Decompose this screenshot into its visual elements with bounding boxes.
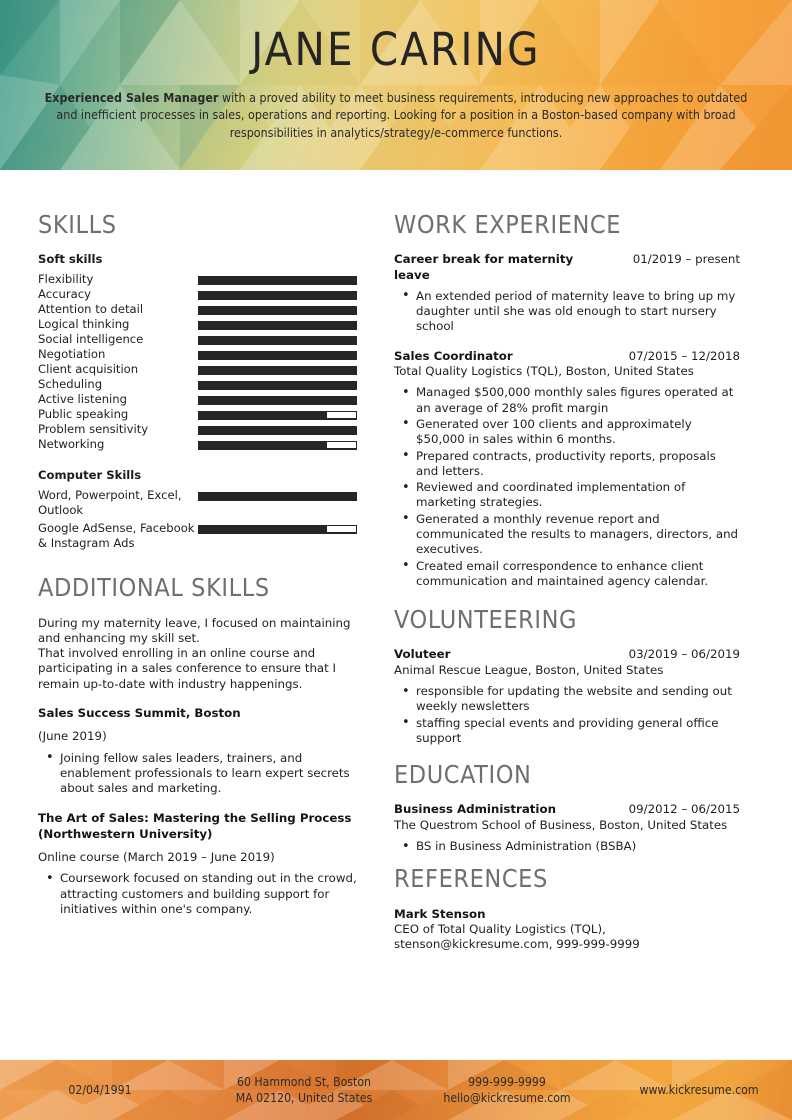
- section-title-additional-skills: ADDITIONAL SKILLS: [38, 573, 270, 603]
- skill-bar-remainder: [327, 412, 356, 418]
- footer-birthdate: 02/04/1991: [68, 1083, 132, 1097]
- skill-bar-remainder: [327, 526, 356, 532]
- skill-bar: [198, 381, 357, 390]
- left-column: [38, 212, 368, 1060]
- skill-bar: [198, 291, 357, 300]
- bullet-list: [394, 289, 740, 335]
- education-list: [394, 802, 740, 854]
- additional-skills-intro: [38, 616, 368, 692]
- bullet-item: • Reviewed and coordinated implementation of marketing strategies.: [394, 480, 740, 511]
- spacer: [38, 692, 368, 706]
- profile-summary: [36, 89, 756, 142]
- skill-bar-cell: [198, 362, 368, 375]
- skill-bar: [198, 366, 357, 375]
- entry-date: 03/2019 – 06/2019: [628, 647, 740, 662]
- skill-label: Accuracy: [38, 287, 91, 302]
- spacer: [38, 797, 368, 811]
- section-title-work-experience: WORK EXPERIENCE: [394, 210, 622, 239]
- footer-address-line1: 60 Hammond St, Boston: [237, 1075, 371, 1089]
- skill-bar: [198, 426, 357, 435]
- skill-label: Scheduling: [38, 377, 103, 392]
- education-entry: [394, 802, 740, 854]
- section-title-volunteering: VOLUNTEERING: [394, 605, 578, 635]
- skill-row: [38, 332, 368, 347]
- bullet-item: • An extended period of maternity leave to bring up my daughter until she was old enough to start nursery school: [394, 289, 740, 335]
- additional-intro-line: During my maternity leave, I focused on maintaining and enhancing my skill set.: [38, 615, 351, 645]
- skill-label: Active listening: [38, 392, 127, 407]
- entry-organization: Total Quality Logistics (TQL), Boston, United States: [394, 364, 694, 379]
- entry-header: [394, 252, 740, 283]
- skill-bar-remainder: [327, 442, 356, 448]
- skill-bar-cell: [198, 437, 368, 450]
- bullet-list: [394, 385, 740, 589]
- computer-skills-list: [38, 488, 368, 551]
- skill-label: Attention to detail: [38, 302, 144, 317]
- skill-bar: [198, 492, 357, 501]
- soft-skills-list: [38, 272, 368, 452]
- footer-address: [200, 1074, 408, 1106]
- skill-label: Flexibility: [38, 272, 94, 287]
- section-title-education: EDUCATION: [394, 760, 532, 790]
- spacer: [394, 337, 740, 349]
- reference-detail: CEO of Total Quality Logistics (TQL), stenson@kickresume.com, 999-999-9999: [394, 921, 640, 952]
- computer-skills-label: Computer Skills: [38, 468, 142, 483]
- bullet-item: • Created email correspondence to enhance client communication and maintained agency calendar.: [394, 559, 740, 590]
- entry-role: Voluteer: [394, 647, 451, 662]
- skill-bar: [198, 276, 357, 285]
- skill-label: Negotiation: [38, 347, 106, 362]
- skill-row: [38, 317, 368, 332]
- bullet-item: • Prepared contracts, productivity reports, proposals and letters.: [394, 449, 740, 480]
- bullet-item: • Managed $500,000 monthly sales figures operated at an average of 28% profit margin: [394, 385, 740, 416]
- skill-bar: [198, 306, 357, 315]
- entry-organization: The Questrom School of Business, Boston, United States: [394, 817, 728, 832]
- footer-contact: [408, 1074, 606, 1106]
- profile-summary-rest: with a proved ability to meet business requirements, introducing new approaches to outdated and inefficient processes in sales, operations and reporting. Looking for a position in a Boston-based company with broad responsibilities in analytics/strategy/e-commerce functions.: [56, 89, 748, 140]
- bullet-item: • BS in Business Administration (BSBA): [394, 839, 740, 854]
- entry-role: Career break for maternity leave: [394, 252, 574, 282]
- volunteering-entry: [394, 647, 740, 746]
- skill-label: Public speaking: [38, 407, 129, 422]
- bullet-list: [38, 751, 368, 797]
- additional-skills-items: [38, 692, 368, 917]
- skill-label: Word, Powerpoint, Excel, Outlook: [38, 488, 182, 518]
- volunteering-list: [394, 647, 740, 746]
- skill-label: Logical thinking: [38, 317, 130, 332]
- entry-role: Business Administration: [394, 802, 556, 817]
- skill-bar: [198, 411, 357, 420]
- skill-label: Google AdSense, Facebook & Instagram Ads: [38, 521, 195, 551]
- resume-body: [0, 170, 792, 1060]
- skill-bar: [198, 441, 357, 450]
- skill-bar-cell: [198, 377, 368, 390]
- skill-bar-cell: [198, 272, 368, 285]
- work-experience-list: [394, 252, 740, 589]
- footer-phone[interactable]: 999-999-9999: [468, 1075, 546, 1089]
- skill-row: [38, 362, 368, 377]
- additional-item-title: The Art of Sales: Mastering the Selling Process (Northwestern University): [38, 811, 352, 841]
- skill-label: Networking: [38, 437, 105, 452]
- profile-summary-bold: Experienced Sales Manager: [44, 89, 219, 105]
- entry-header: [394, 647, 740, 662]
- entry-date: 01/2019 – present: [632, 252, 740, 267]
- additional-item-subtitle: (June 2019): [38, 729, 107, 744]
- additional-item-title: Sales Success Summit, Boston: [38, 705, 241, 720]
- soft-skills-label: Soft skills: [38, 252, 103, 267]
- skill-label: Problem sensitivity: [38, 422, 149, 437]
- entry-header: [394, 802, 740, 817]
- skill-bar-cell: [198, 392, 368, 405]
- work-entry: [394, 349, 740, 589]
- additional-item-subtitle: Online course (March 2019 – June 2019): [38, 850, 275, 865]
- footer-address-line2: MA 02120, United States: [235, 1091, 373, 1105]
- page-title: JANE CARING: [251, 23, 541, 76]
- work-entry: [394, 252, 740, 334]
- footer-email[interactable]: hello@kickresume.com: [443, 1091, 571, 1105]
- skill-label: Social intelligence: [38, 332, 144, 347]
- skill-bar: [198, 321, 357, 330]
- reference-entry: [394, 907, 740, 953]
- skill-bar-cell: [198, 422, 368, 435]
- bullet-item: • Coursework focused on standing out in the crowd, attracting customers and building support for initiatives within one's company.: [38, 871, 368, 917]
- bullet-item: • Generated over 100 clients and approximately $50,000 in sales within 6 months.: [394, 417, 740, 448]
- skill-bar-cell: [198, 287, 368, 300]
- skill-row: [38, 488, 368, 518]
- skill-bar-cell: [198, 317, 368, 330]
- skill-bar-cell: [198, 407, 368, 420]
- entry-date: 09/2012 – 06/2015: [628, 802, 740, 817]
- skill-bar-cell: [198, 332, 368, 345]
- bullet-item: • responsible for updating the website and sending out weekly newsletters: [394, 684, 740, 715]
- skill-row: [38, 272, 368, 287]
- section-title-skills: SKILLS: [38, 210, 117, 239]
- skill-label: Client acquisition: [38, 362, 139, 377]
- section-title-references: REFERENCES: [394, 864, 548, 894]
- entry-role: Sales Coordinator: [394, 348, 513, 363]
- bullet-item: • staffing special events and providing general office support: [394, 716, 740, 747]
- spacer: [38, 842, 368, 850]
- bullet-item: • Joining fellow sales leaders, trainers, and enablement professionals to learn expert secrets about sales and marketing.: [38, 751, 368, 797]
- skill-bar: [198, 351, 357, 360]
- skill-row: [38, 521, 368, 551]
- resume-header: [0, 0, 792, 170]
- skill-row: [38, 287, 368, 302]
- skill-row: [38, 377, 368, 392]
- skill-row: [38, 422, 368, 437]
- skill-bar-cell: [198, 302, 368, 315]
- spacer: [38, 721, 368, 729]
- footer-website[interactable]: www.kickresume.com: [639, 1083, 759, 1097]
- skill-bar: [198, 336, 357, 345]
- references-list: [394, 907, 740, 953]
- bullet-list: [394, 839, 740, 854]
- additional-intro-line: That involved enrolling in an online course and participating in a sales conference to ensure that I remain up-to-date with industry happenings.: [38, 646, 337, 691]
- resume-footer: [0, 1060, 792, 1120]
- skill-row: [38, 302, 368, 317]
- reference-name: Mark Stenson: [394, 906, 486, 921]
- entry-header: [394, 349, 740, 364]
- bullet-list: [394, 684, 740, 746]
- skill-row: [38, 407, 368, 422]
- entry-date: 07/2015 – 12/2018: [628, 348, 740, 363]
- bullet-list: [38, 871, 368, 917]
- skill-bar-cell: [198, 521, 368, 534]
- skill-row: [38, 392, 368, 407]
- skill-bar: [198, 396, 357, 405]
- skill-row: [38, 437, 368, 452]
- bullet-item: • Generated a monthly revenue report and communicated the results to managers, directors, and executives.: [394, 512, 740, 558]
- entry-organization: Animal Rescue League, Boston, United States: [394, 662, 664, 677]
- skill-bar-cell: [198, 347, 368, 360]
- skill-row: [38, 347, 368, 362]
- skill-bar: [198, 525, 357, 534]
- skill-bar-cell: [198, 488, 368, 501]
- right-column: [394, 212, 740, 1060]
